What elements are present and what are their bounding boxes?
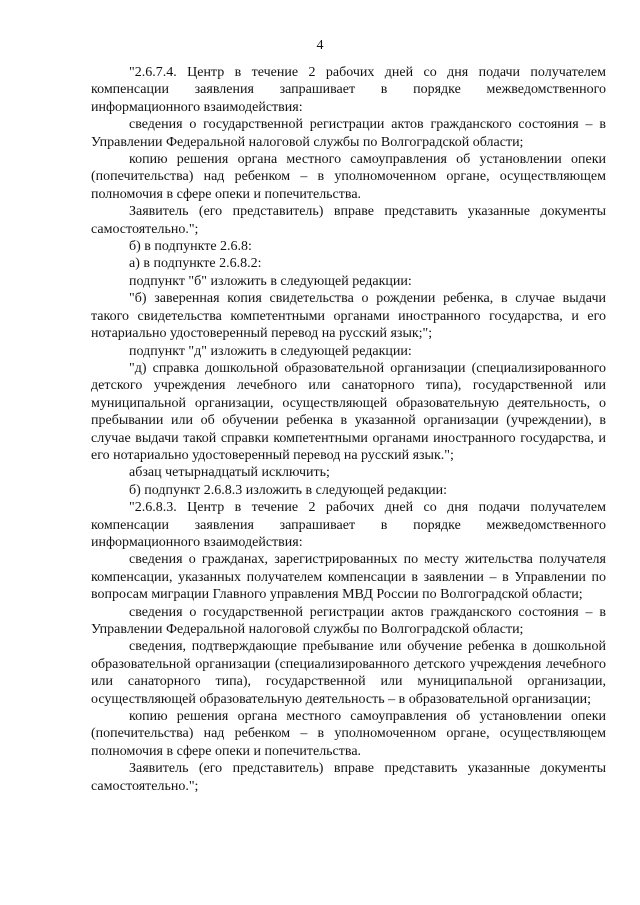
paragraph-subpoint-d-text: "д) справка дошкольной образовательной организации (специализированного детского учреждения лечебного или санаторного типа), государственной или муниципальной организации, осуществляющей образовательную деятельность, о пребывании или об обучении ребенка в указанной организации (учреждении), в случае выдачи такой справки компетентными органами иностранного государства, и его нотариально удостоверенный перевод на русский язык."; (91, 360, 606, 463)
paragraph-subpoint-b-text: "б) заверенная копия свидетельства о рождении ребенка, в случае выдачи такого свидетельства компетентными органами иностранного государства, и его нотариально удостоверенный перевод на русский язык;"; (91, 291, 606, 342)
paragraph-guardianship-decision-2: копию решения органа местного самоуправления об установлении опеки (попечительства) над ребенком – в уполномоченном органе, осуществляющем полномочия в сфере опеки и попечительства. (91, 709, 606, 759)
paragraph-2-6-7-4-intro: "2.6.7.4. Центр в течение 2 рабочих дней со дня подачи получателем компенсации заявления запрашивает в порядке межведомственного информационного взаимодействия: (91, 65, 606, 115)
paragraph-civil-registration-1: сведения о государственной регистрации актов гражданского состояния – в Управлении Федеральной налоговой службы по Волгоградской области; (91, 117, 606, 150)
paragraph-subclause-2-6-8: б) в подпункте 2.6.8: (129, 239, 252, 255)
paragraph-subclause-2-6-8-3: б) подпункт 2.6.8.3 изложить в следующей редакции: (129, 482, 447, 498)
paragraph-guardianship-decision-1: копию решения органа местного самоуправления об установлении опеки (попечительства) над ребенком – в уполномоченном органе, осуществляющем полномочия в сфере опеки и попечительства. (91, 152, 606, 202)
paragraph-applicant-right-1: Заявитель (его представитель) вправе представить указанные документы самостоятельно."; (91, 204, 606, 237)
paragraph-subpoint-d-heading: подпункт "д" изложить в следующей редакции: (129, 343, 412, 359)
paragraph-civil-registration-2: сведения о государственной регистрации актов гражданского состояния – в Управлении Федеральной налоговой службы по Волгоградской области; (91, 604, 606, 637)
paragraph-education-confirmation: сведения, подтверждающие пребывание или обучение ребенка в дошкольной образовательной организации (специализированного детского учреждения лечебного или санаторного типа), государственной или муниципальной организации, осуществляющей образовательную деятельность – в образовательной организации; (91, 639, 606, 707)
paragraph-subclause-2-6-8-2: а) в подпункте 2.6.8.2: (129, 256, 262, 272)
paragraph-exclude-fourteenth: абзац четырнадцатый исключить; (129, 465, 330, 481)
page-number: 4 (316, 38, 324, 53)
paragraph-subpoint-b-heading: подпункт "б" изложить в следующей редакции: (129, 273, 412, 289)
document-body (91, 64, 606, 795)
paragraph-2-6-8-3-intro: "2.6.8.3. Центр в течение 2 рабочих дней со дня подачи получателем компенсации заявления запрашивает в порядке межведомственного информационного взаимодействия: (91, 500, 606, 550)
paragraph-residents-info: сведения о гражданах, зарегистрированных по месту жительства получателя компенсации, указанных получателем компенсации в заявлении – в Управлении по вопросам миграции Главного управления МВД России по Волгоградской области; (91, 552, 606, 603)
paragraph-applicant-right-2: Заявитель (его представитель) вправе представить указанные документы самостоятельно."; (91, 761, 606, 794)
